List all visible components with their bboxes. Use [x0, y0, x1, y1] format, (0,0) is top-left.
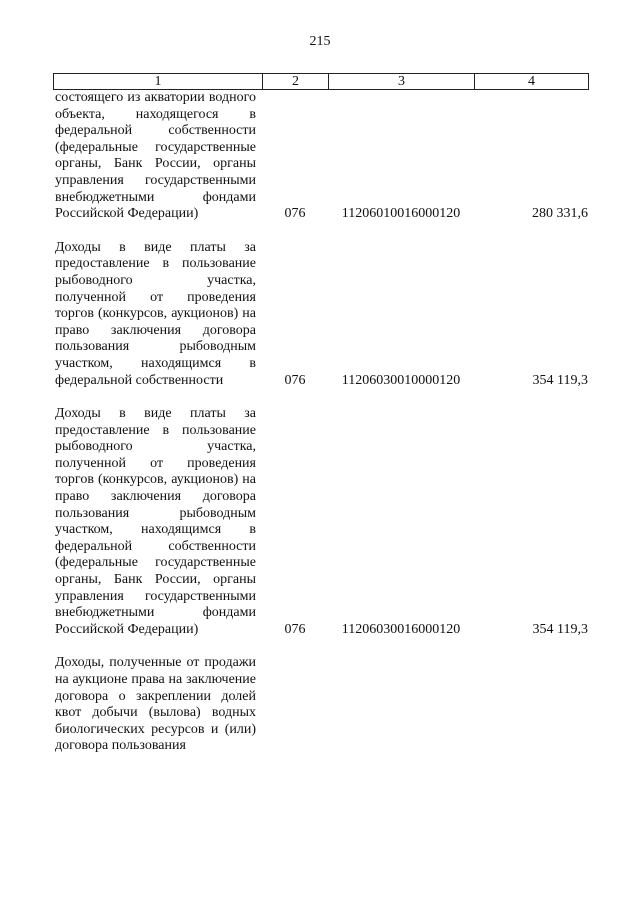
revenue-rows: [0, 90, 640, 755]
row-admin-code: 076: [284, 621, 306, 637]
row-amount: 354 119,3: [532, 372, 588, 388]
table-row: [0, 655, 640, 755]
row-amount: 354 119,3: [532, 621, 588, 637]
column-header-2: 2: [263, 74, 329, 90]
row-amount: 280 331,6: [532, 206, 588, 222]
row-separator: [0, 638, 640, 655]
row-description: Доходы в виде платы за предоставление в пользование рыбоводного участка, полученной от проведения торгов (конкурсов, аукционов) на право заключения договора пользования рыбоводным участком, находящимся в федеральной собственности (федеральные государственные органы, Банк России, органы управления государственными внебюджетными фондами Российской Федерации): [55, 406, 256, 637]
row-separator: [0, 389, 640, 406]
table-row: [0, 240, 640, 389]
row-kbk-code: 11206030016000120: [341, 621, 461, 637]
column-header-3: 3: [329, 74, 475, 90]
row-admin-code: 076: [284, 206, 306, 222]
row-kbk-code: 11206030010000120: [341, 372, 461, 388]
column-header-row: [54, 74, 589, 90]
row-admin-code: 076: [284, 372, 306, 388]
row-separator: [0, 223, 640, 240]
table-row: [0, 406, 640, 638]
page-number: 215: [309, 34, 331, 49]
column-header-1: 1: [54, 74, 263, 90]
row-description: состоящего из акватории водного объекта, находящегося в федеральной собственности (федеральные государственные органы, Банк России, органы управления государственными внебюджетными фондами Российской Федерации): [55, 90, 256, 222]
row-kbk-code: 11206010016000120: [341, 206, 461, 222]
row-description: Доходы в виде платы за предоставление в пользование рыбоводного участка, полученной от проведения торгов (конкурсов, аукционов) на право заключения договора пользования рыбоводным участком, находящимся в федеральной собственности: [55, 239, 256, 388]
row-description: Доходы, полученные от продажи на аукционе права на заключение договора о закреплении долей квот добычи (вылова) водных биологических ресурсов и (или) договора пользования: [55, 655, 256, 754]
column-header-4: 4: [475, 74, 589, 90]
table-row: [0, 90, 640, 223]
column-header-table: [53, 73, 589, 90]
